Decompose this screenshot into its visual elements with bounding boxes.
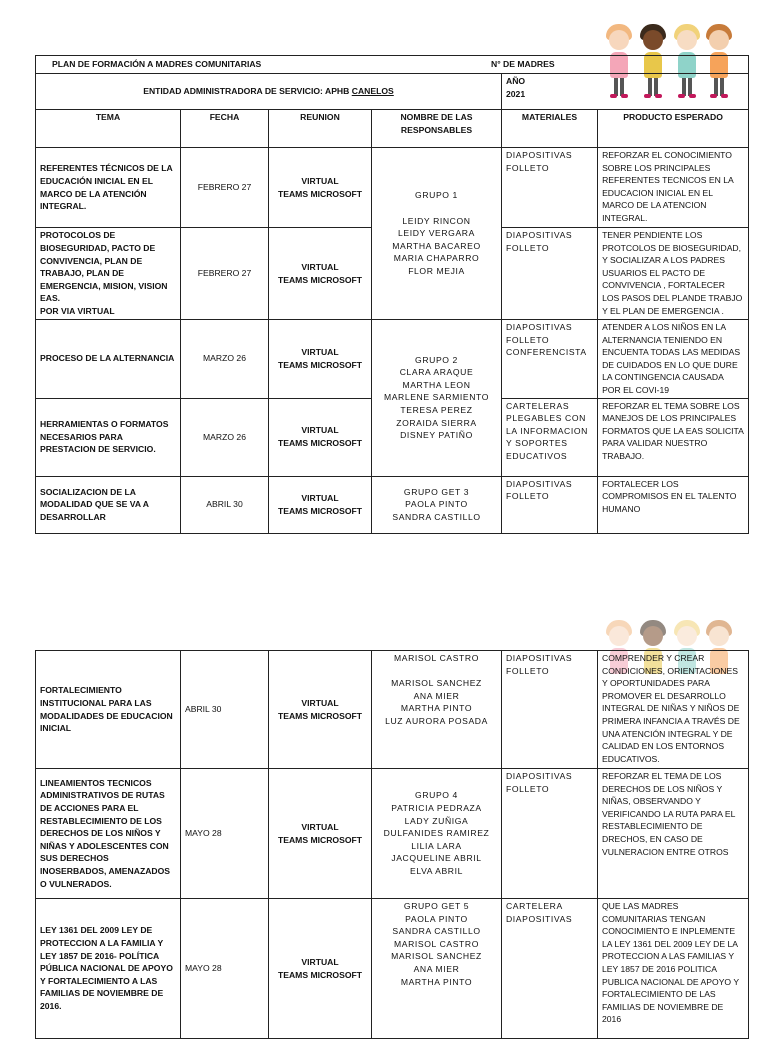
fecha-cell: ABRIL 30 bbox=[181, 651, 269, 769]
plan-title-cell bbox=[36, 56, 598, 74]
responsables-cell: GRUPO GET 5 PAOLA PINTO SANDRA CASTILLO MARISOL CASTRO MARISOL SANCHEZ ANA MIER MARTHA PINTO bbox=[372, 899, 502, 1039]
col-materiales: MATERIALES bbox=[502, 110, 598, 148]
tema-cell: SOCIALIZACION DE LA MODALIDAD QUE SE VA A DESARROLLAR bbox=[36, 476, 181, 533]
producto-cell: TENER PENDIENTE LOS PROTCOLOS DE BIOSEGURIDAD, Y SOCIALIZAR A LOS PADRES USUARIOS EL PACTO DE CONVIVENCIA , FORTALECER LOS PASOS DEL PLANDE TRABJO Y EL PLAN DE EMERGENCIA . bbox=[598, 228, 749, 320]
producto-cell: REFORZAR EL TEMA DE LOS DERECHOS DE LOS NIÑOS Y NIÑAS, OBSERVANDO Y VERIFICANDO LA RUTA PARA EL RESTABLECIMIENTO DE DRECHOS, EN CASO DE VULNERACION ENTRE OTROS bbox=[598, 769, 749, 899]
producto-cell: REFORZAR EL CONOCIMIENTO SOBRE LOS PRINCIPALES REFERENTES TECNICOS EN LA EDUCACION INICIAL EN EL MARCO DE LA ATENCION INTEGRAL. bbox=[598, 148, 749, 228]
reunion-cell: VIRTUAL TEAMS MICROSOFT bbox=[269, 476, 372, 533]
producto-cell: ATENDER A LOS NIÑOS EN LA ALTERNANCIA TENIENDO EN ENCUENTA TODAS LAS MEDIDAS DE CUIDADOS EN LO QUE DURE LA CONTINGENCIA CAUSADA POR EL COVI-19 bbox=[598, 320, 749, 399]
tema-cell: FORTALECIMIENTO INSTITUCIONAL PARA LAS MODALIDADES DE EDUCACION INICIAL bbox=[36, 651, 181, 769]
table-row bbox=[36, 320, 749, 399]
entidad-name: CANELOS bbox=[351, 86, 394, 97]
producto-cell: QUE LAS MADRES COMUNITARIAS TENGAN CONOCIMIENTO E INPLEMENTE LA LEY 1361 DEL 2009 LEY DE LA PROTECCION A LAS FAMILIAS Y LEY 1857 DE 2016 POLITICA PUBLICA NACIONAL DE APOYO Y FORTALECIMIENTO DE LAS FAMILIAS DE NOVIEMBRE DE 2016 bbox=[598, 899, 749, 1039]
year-value: 2021 bbox=[506, 88, 526, 99]
col-fecha: FECHA bbox=[181, 110, 269, 148]
fecha-cell: FEBRERO 27 bbox=[181, 148, 269, 228]
responsables-cell: GRUPO 2 CLARA ARAQUE MARTHA LEON MARLENE SARMIENTO TERESA PEREZ ZORAIDA SIERRA DISNEY PATIÑO bbox=[372, 320, 502, 477]
tema-cell: LINEAMIENTOS TECNICOS ADMINISTRATIVOS DE RUTAS DE ACCIONES PARA EL RESTABLECIMIENTO DE LOS DERECHOS DE LOS NIÑOS Y NIÑAS Y ADOLESCENTES CON SUS DERECHOS INOSERBADOS, AMENAZADOS O VULNERADOS. bbox=[36, 769, 181, 899]
tema-cell: PROCESO DE LA ALTERNANCIA bbox=[36, 320, 181, 399]
madres-count: N° DE MADRES bbox=[491, 59, 555, 69]
tema-cell: PROTOCOLOS DE BIOSEGURIDAD, PACTO DE CONVIVENCIA, PLAN DE TRABAJO, PLAN DE EMERGENCIA, MISION, VISION EAS. POR VIA VIRTUAL bbox=[36, 228, 181, 320]
tema-cell: HERRAMIENTAS O FORMATOS NECESARIOS PARA PRESTACION DE SERVICIO. bbox=[36, 398, 181, 476]
fecha-cell: MAYO 28 bbox=[181, 769, 269, 899]
table-row bbox=[36, 148, 749, 228]
materiales-cell: DIAPOSITIVAS FOLLETO bbox=[502, 148, 598, 228]
reunion-cell: VIRTUAL TEAMS MICROSOFT bbox=[269, 651, 372, 769]
materiales-cell: DIAPOSITIVAS FOLLETO CONFERENCISTA bbox=[502, 320, 598, 399]
fecha-cell: MARZO 26 bbox=[181, 398, 269, 476]
materiales-cell: CARTELERAS PLEGABLES CON LA INFORMACION Y SOPORTES EDUCATIVOS bbox=[502, 398, 598, 476]
fecha-cell: ABRIL 30 bbox=[181, 476, 269, 533]
reunion-cell: VIRTUAL TEAMS MICROSOFT bbox=[269, 769, 372, 899]
col-responsables: NOMBRE DE LAS RESPONSABLES bbox=[372, 110, 502, 148]
materiales-cell: DIAPOSITIVAS FOLLETO bbox=[502, 476, 598, 533]
fecha-cell: MAYO 28 bbox=[181, 899, 269, 1039]
tema-cell: LEY 1361 DEL 2009 LEY DE PROTECCION A LA FAMILIA Y LEY 1857 DE 2016- POLÍTICA PÚBLICA NACIONAL DE APOYO Y FORTALECIMIENTO A LAS FAMILIAS DE NOVIEMBRE DE 2016. bbox=[36, 899, 181, 1039]
year-cell bbox=[502, 74, 749, 110]
reunion-cell: VIRTUAL TEAMS MICROSOFT bbox=[269, 148, 372, 228]
entidad-prefix: ENTIDAD ADMINISTRADORA DE SERVICIO: APHB bbox=[143, 86, 352, 97]
col-reunion: REUNION bbox=[269, 110, 372, 148]
fecha-cell: MARZO 26 bbox=[181, 320, 269, 399]
tema-cell: REFERENTES TÉCNICOS DE LA EDUCACIÓN INICIAL EN EL MARCO DE LA ATENCIÓN INTEGRAL. bbox=[36, 148, 181, 228]
table-row bbox=[36, 899, 749, 1039]
table-row bbox=[36, 476, 749, 533]
plan-table-1 bbox=[35, 55, 749, 534]
year-label: AÑO bbox=[506, 76, 526, 86]
materiales-cell: DIAPOSITIVAS FOLLETO bbox=[502, 769, 598, 899]
materiales-cell: DIAPOSITIVAS FOLLETO bbox=[502, 228, 598, 320]
producto-cell: FORTALECER LOS COMPROMISOS EN EL TALENTO HUMANO bbox=[598, 476, 749, 533]
header-spacer bbox=[598, 56, 749, 74]
producto-cell: REFORZAR EL TEMA SOBRE LOS MANEJOS DE LOS PRINCIPALES FORMATOS QUE LA EAS SOLICITA PARA VALIDAR NUESTRO TRABAJO. bbox=[598, 398, 749, 476]
entidad-cell bbox=[36, 74, 502, 110]
reunion-cell: VIRTUAL TEAMS MICROSOFT bbox=[269, 899, 372, 1039]
responsables-cell: GRUPO GET 3 PAOLA PINTO SANDRA CASTILLO bbox=[372, 476, 502, 533]
responsables-cell: GRUPO 4 PATRICIA PEDRAZA LADY ZUÑIGA DULFANIDES RAMIREZ LILIA LARA JACQUELINE ABRIL ELVA ABRIL bbox=[372, 769, 502, 899]
col-tema: TEMA bbox=[36, 110, 181, 148]
table-row bbox=[36, 769, 749, 899]
reunion-cell: VIRTUAL TEAMS MICROSOFT bbox=[269, 320, 372, 399]
col-producto: PRODUCTO ESPERADO bbox=[598, 110, 749, 148]
table-row bbox=[36, 651, 749, 769]
plan-table-2 bbox=[35, 650, 749, 1039]
responsables-cell: MARISOL CASTRO MARISOL SANCHEZ ANA MIER MARTHA PINTO LUZ AURORA POSADA bbox=[372, 651, 502, 769]
materiales-cell: CARTELERA DIAPOSITIVAS bbox=[502, 899, 598, 1039]
materiales-cell: DIAPOSITIVAS FOLLETO bbox=[502, 651, 598, 769]
reunion-cell: VIRTUAL TEAMS MICROSOFT bbox=[269, 228, 372, 320]
responsables-cell: GRUPO 1 LEIDY RINCON LEIDY VERGARA MARTHA BACAREO MARIA CHAPARRO FLOR MEJIA bbox=[372, 148, 502, 320]
fecha-cell: FEBRERO 27 bbox=[181, 228, 269, 320]
reunion-cell: VIRTUAL TEAMS MICROSOFT bbox=[269, 398, 372, 476]
producto-cell: COMPRENDER Y CREAR CONDICIONES, ORIENTACIONES Y OPORTUNIDADES PARA PROMOVER EL DESARROLLO INTEGRAL DE NIÑAS Y NIÑOS DE PRIMERA INFANCIA A TRAVÉS DE UNA ATENCIÓN INTEGRAL Y DE CALIDAD EN LOS ENTORNOS EDUCATIVOS. bbox=[598, 651, 749, 769]
plan-title: PLAN DE FORMACIÓN A MADRES COMUNITARIAS bbox=[52, 59, 262, 69]
